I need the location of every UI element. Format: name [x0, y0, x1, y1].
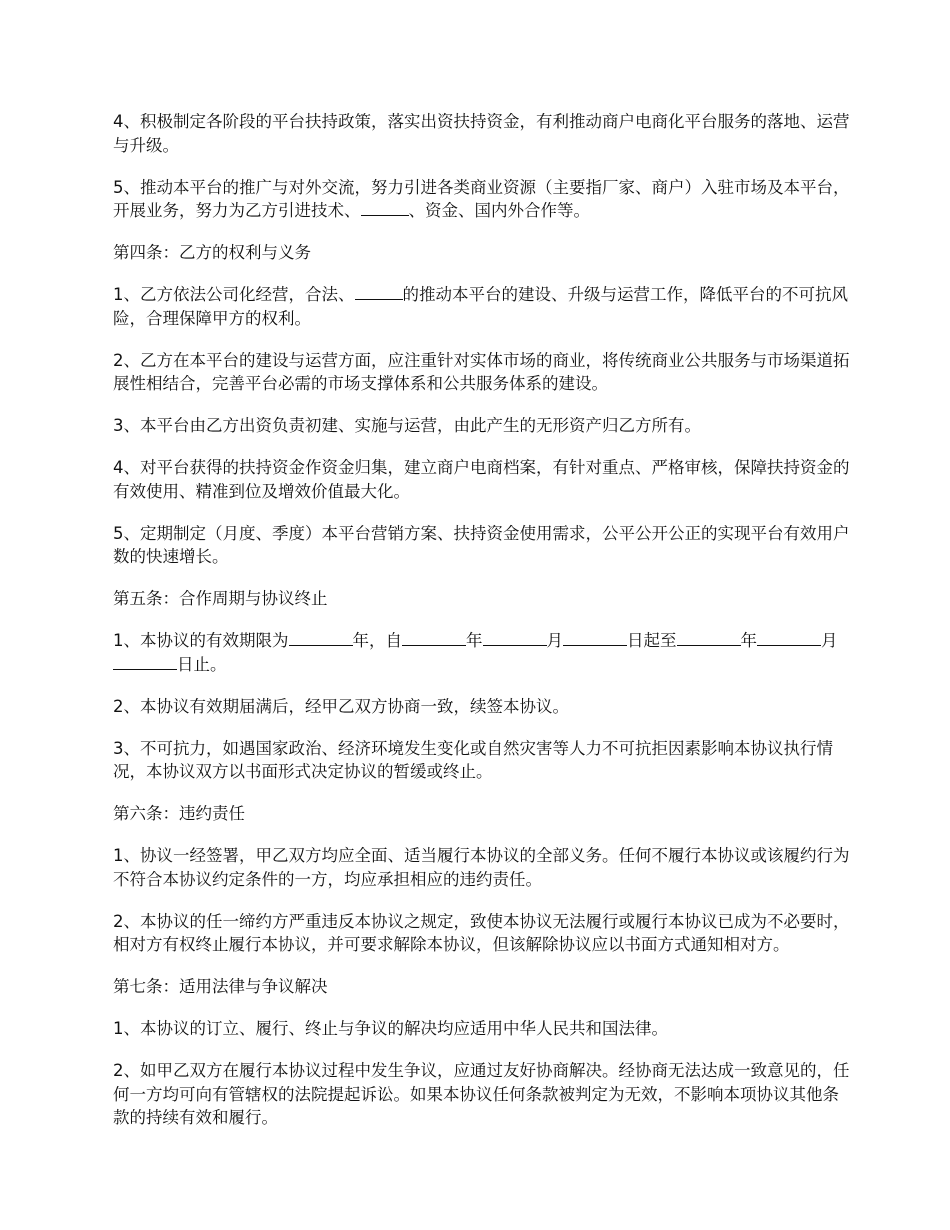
clause-4-item-5: 5、定期制定（月度、季度）本平台营销方案、扶持资金使用需求，公平公开公正的实现平台有效用户数的快速增长。	[113, 523, 850, 566]
clause-7-item-2: 2、如甲乙双方在履行本协议过程中发生争议，应通过友好协商解决。经协商无法达成一致意见的，任何一方均可向有管辖权的法院提起诉讼。如果本协议任何条款被判定为无效，不影响本项协议其他条款的持续有效和履行。	[113, 1061, 850, 1127]
fill-blank-start-month[interactable]	[483, 630, 547, 646]
section-heading-4: 第四条：乙方的权利与义务	[113, 243, 311, 262]
fill-blank-start-day[interactable]	[563, 630, 627, 646]
section-heading-6: 第六条：违约责任	[113, 804, 245, 823]
clause-4-item-2: 2、乙方在本平台的建设与运营方面，应注重针对实体市场的商业，将传统商业公共服务与市场渠道拓展性相结合，完善平台必需的市场支撑体系和公共服务体系的建设。	[113, 350, 850, 393]
clause-5-item-1: 1、本协议的有效期限为 年，自 年 月 日起至 年 月日止。	[113, 631, 838, 674]
fill-blank[interactable]	[361, 200, 409, 216]
fill-blank-end-year[interactable]	[677, 630, 741, 646]
fill-blank-duration[interactable]	[289, 630, 353, 646]
fill-blank[interactable]	[355, 284, 403, 300]
fill-blank-start-year[interactable]	[402, 630, 466, 646]
clause-4-item-1: 1、乙方依法公司化经营，合法、 的推动本平台的建设、升级与运营工作，降低平台的不可抗风险，合理保障甲方的权利。	[113, 285, 848, 328]
fill-blank-end-month[interactable]	[757, 630, 789, 646]
section-heading-5: 第五条：合作周期与协议终止	[113, 589, 328, 608]
clause-3-item-5: 5、推动本平台的推广与对外交流，努力引进各类商业资源（主要指厂家、商户）入驻市场及本平台，开展业务，努力为乙方引进技术、 、资金、国内外合作等。	[113, 177, 850, 220]
clause-6-item-2: 2、本协议的任一缔约方严重违反本协议之规定，致使本协议无法履行或履行本协议已成为不必要时，相对方有权终止履行本协议，并可要求解除本协议，但该解除协议应以书面方式通知相对方。	[113, 911, 850, 954]
clause-4-item-3: 3、本平台由乙方出资负责初建、实施与运营，由此产生的无形资产归乙方所有。	[113, 416, 701, 435]
fill-blank-end-month-cont[interactable]	[789, 630, 821, 646]
clause-5-item-2: 2、本协议有效期届满后，经甲乙双方协商一致，续签本协议。	[113, 696, 569, 716]
clause-4-item-4: 4、对平台获得的扶持资金作资金归集，建立商户电商档案，有针对重点、严格审核，保障扶持资金的有效使用、精准到位及增效价值最大化。	[113, 458, 850, 501]
document-page	[113, 110, 853, 1148]
clause-6-item-1: 1、协议一经签署，甲乙双方均应全面、适当履行本协议的全部义务。任何不履行本协议或该履约行为不符合本协议约定条件的一方，均应承担相应的违约责任。	[113, 846, 850, 889]
section-heading-7: 第七条：适用法律与争议解决	[113, 977, 328, 996]
clause-5-item-3: 3、不可抗力，如遇国家政治、经济环境发生变化或自然灾害等人力不可抗拒因素影响本协议执行情况，本协议双方以书面形式决定协议的暂缓或终止。	[113, 738, 833, 781]
clause-7-item-1: 1、本协议的订立、履行、终止与争议的解决均应适用中华人民共和国法律。	[113, 1019, 668, 1038]
fill-blank-end-day[interactable]	[113, 654, 177, 670]
clause-3-item-4: 4、积极制定各阶段的平台扶持政策，落实出资扶持资金，有利推动商户电商化平台服务的落地、运营与升级。	[113, 112, 850, 155]
